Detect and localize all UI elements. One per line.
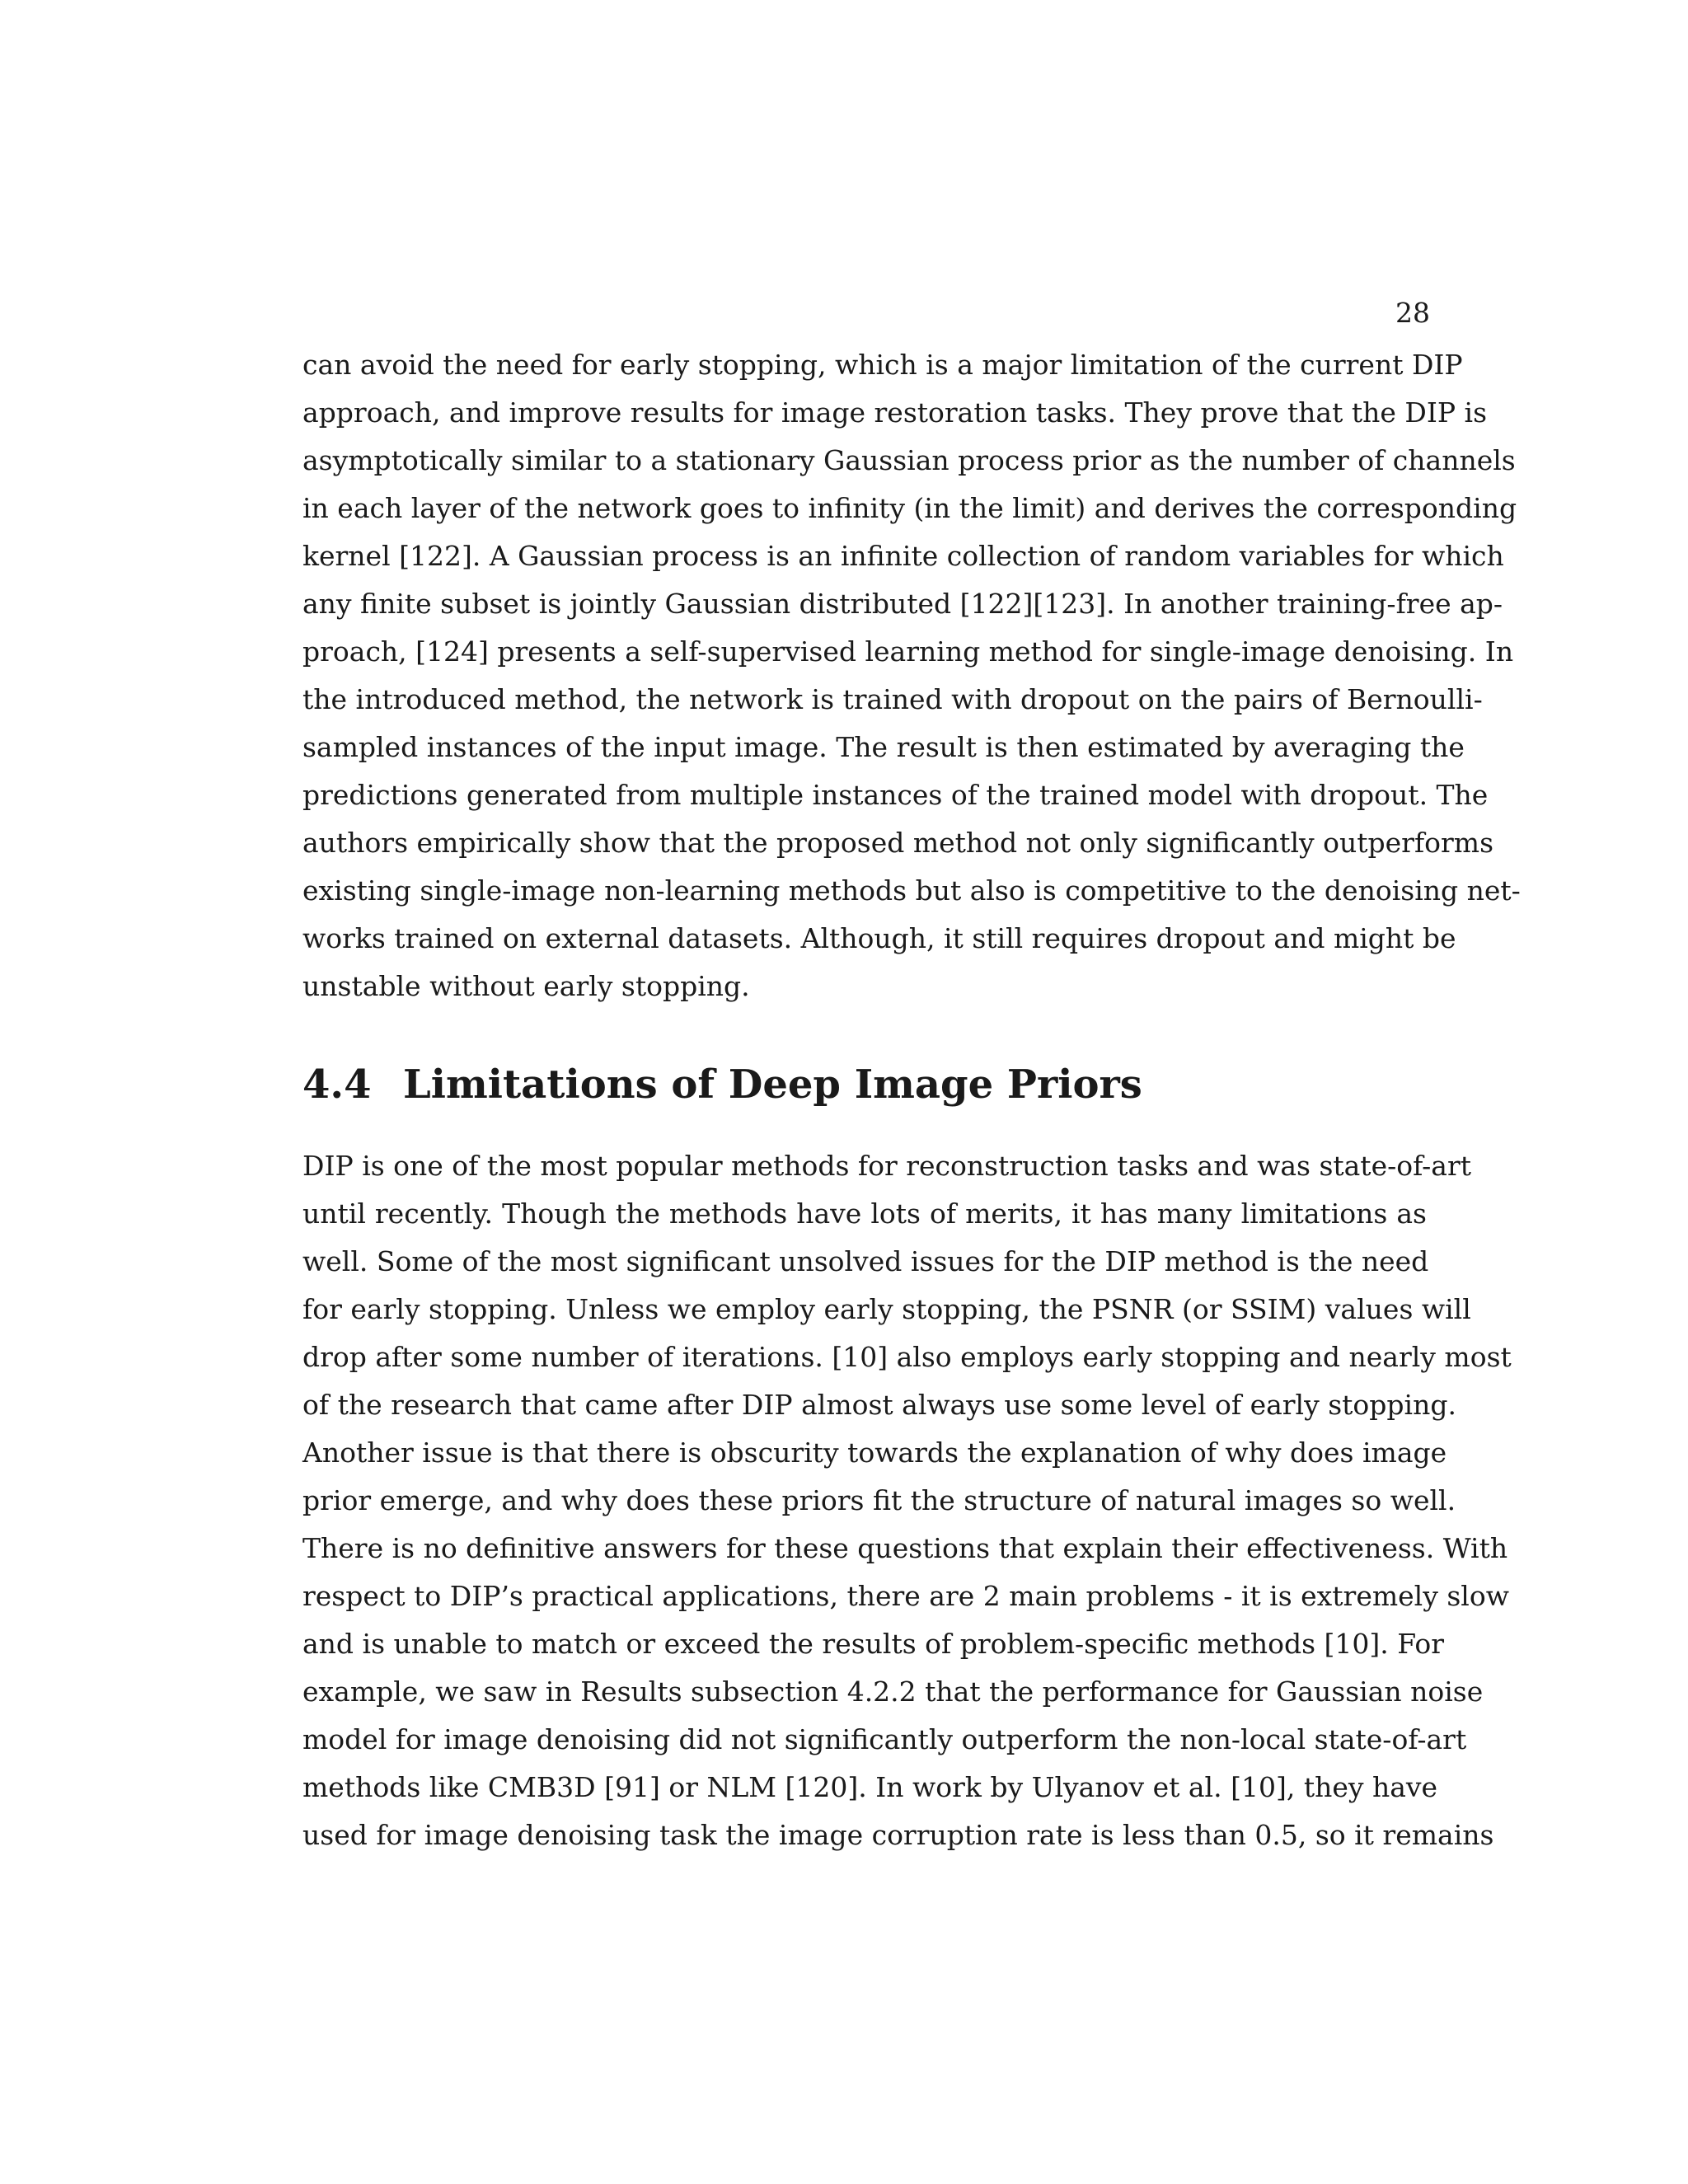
text-line: can avoid the need for early stopping, which is a major limitation of the current DIP [302, 349, 1463, 381]
text-line: asymptotically similar to a stationary Gaussian process prior as the number of channels [302, 444, 1516, 476]
text-line: There is no definitive answers for these questions that explain their effectiveness. With [302, 1532, 1508, 1564]
text-line: proach, [124] presents a self-supervised learning method for single-image denoising. In [302, 635, 1514, 668]
text-line: the introduced method, the network is trained with dropout on the pairs of Bernoulli- [302, 683, 1483, 715]
page-number: 28 [1395, 297, 1430, 329]
text-line: and is unable to match or exceed the results of problem-specific methods [10]. For [302, 1628, 1444, 1660]
text-line: existing single-image non-learning methods but also is competitive to the denoising net- [302, 874, 1521, 907]
section-title: Limitations of Deep Image Priors [403, 1062, 1142, 1108]
text-line: respect to DIP’s practical applications, there are 2 main problems - it is extremely slow [302, 1580, 1509, 1612]
text-line: authors empirically show that the proposed method not only significantly outperforms [302, 827, 1494, 859]
text-line: works trained on external datasets. Although, it still requires dropout and might be [302, 922, 1456, 954]
text-line: DIP is one of the most popular methods for reconstruction tasks and was state-of-art [302, 1150, 1472, 1182]
text-line: Another issue is that there is obscurity towards the explanation of why does image [302, 1436, 1447, 1469]
text-line: kernel [122]. A Gaussian process is an infinite collection of random variables for which [302, 540, 1504, 572]
text-line: of the research that came after DIP almost always use some level of early stopping. [302, 1389, 1456, 1421]
text-line: for early stopping. Unless we employ early stopping, the PSNR (or SSIM) values will [302, 1293, 1471, 1325]
text-line: well. Some of the most significant unsolved issues for the DIP method is the need [302, 1245, 1429, 1277]
text-line: methods like CMB3D [91] or NLM [120]. In work by Ulyanov et al. [10], they have [302, 1771, 1438, 1803]
text-line: predictions generated from multiple instances of the trained model with dropout. The [302, 779, 1489, 811]
text-line: until recently. Though the methods have lots of merits, it has many limitations as [302, 1197, 1427, 1230]
text-line: prior emerge, and why does these priors fit the structure of natural images so well. [302, 1484, 1456, 1516]
text-line: drop after some number of iterations. [10] also employs early stopping and nearly most [302, 1341, 1512, 1373]
text-line: any finite subset is jointly Gaussian distributed [122][123]. In another training-free ap- [302, 588, 1503, 620]
text-line: example, we saw in Results subsection 4.2.2 that the performance for Gaussian noise [302, 1675, 1484, 1708]
body-paragraph-2 [302, 1142, 1512, 1859]
text-line: sampled instances of the input image. The result is then estimated by averaging the [302, 731, 1465, 763]
text-line: model for image denoising did not significantly outperform the non-local state-of-art [302, 1723, 1467, 1755]
section-heading [302, 1060, 1142, 1109]
text-line: approach, and improve results for image restoration tasks. They prove that the DIP is [302, 396, 1488, 429]
section-number: 4.4 [302, 1062, 372, 1108]
body-paragraph-1 [302, 341, 1521, 1010]
text-line: unstable without early stopping. [302, 970, 750, 1002]
text-line: in each layer of the network goes to infinity (in the limit) and derives the corresponding [302, 492, 1517, 524]
text-line: used for image denoising task the image corruption rate is less than 0.5, so it remains [302, 1819, 1494, 1851]
